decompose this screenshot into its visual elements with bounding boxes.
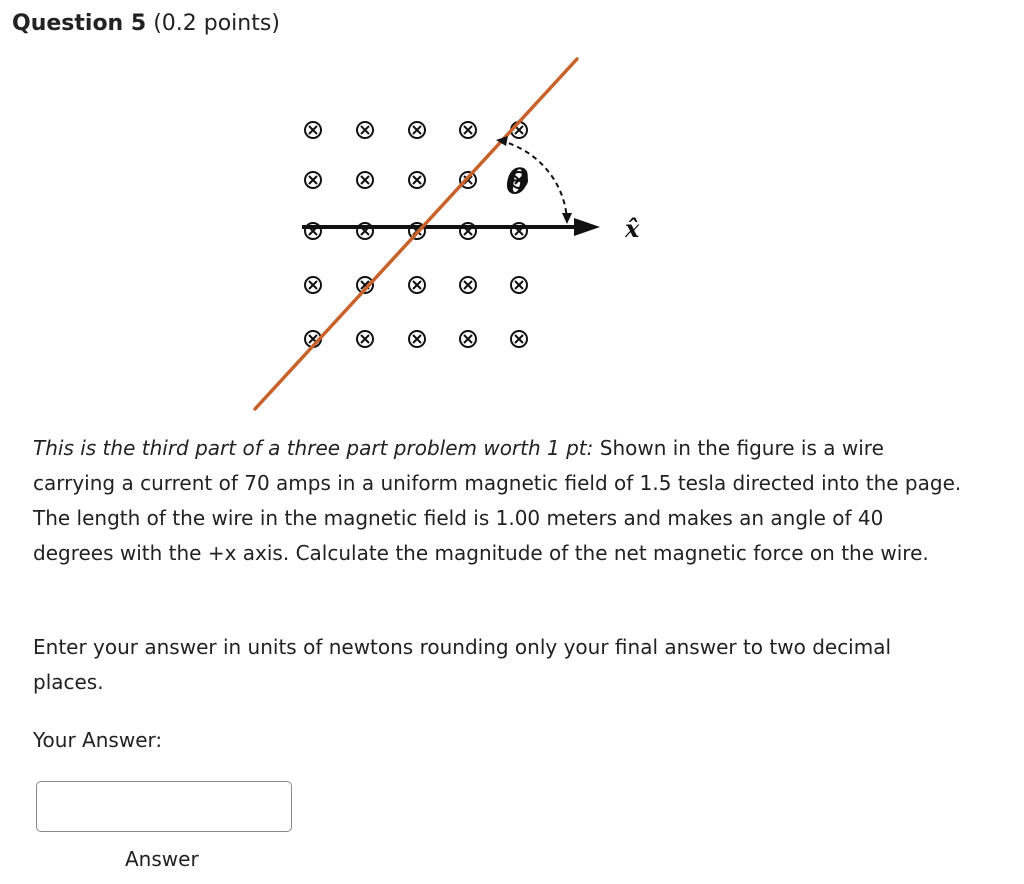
problem-statement [33,431,963,571]
question-title: Question 5 [12,11,147,36]
current-carrying-wire [255,59,577,409]
field-into-page-icon [305,277,321,293]
x-hat-label: x̂ [625,214,640,243]
field-into-page-icon [460,122,476,138]
field-into-page-icon [460,331,476,347]
question-points: (0.2 points) [153,11,280,36]
field-into-page-icon [409,172,425,188]
question-header [12,8,280,40]
answer-input[interactable] [36,781,292,832]
your-answer-label: Your Answer: [33,728,163,752]
field-into-page-icon [511,277,527,293]
angle-arc-head-bottom [562,213,572,224]
field-into-page-icon [357,122,373,138]
field-into-page-icon [305,172,321,188]
figure-svg [240,50,660,420]
field-into-page-icon [409,331,425,347]
answer-caption: Answer [125,847,199,871]
magnetic-field-figure [240,50,660,420]
problem-intro: This is the third part of a three part problem worth 1 pt: [33,436,594,460]
problem-body: Shown in the figure is a wire carrying a current of 70 amps in a uniform magnetic field of 1.5 tesla directed into the page. The length of the wire in the magnetic field is 1.00 meters and makes an angle of 40 degrees with the +x axis. Calculate the magnitude of the net magnetic force on the wire. [33,436,962,565]
x-axis-arrowhead [574,218,600,236]
field-into-page-icon [460,277,476,293]
field-into-page-icon [357,331,373,347]
answer-instruction: Enter your answer in units of newtons rounding only your final answer to two decimal places. [33,635,892,694]
field-into-page-icon [305,122,321,138]
field-into-page-icon [409,122,425,138]
field-into-page-icon [357,172,373,188]
field-into-page-icon [511,331,527,347]
field-into-page-icon [409,277,425,293]
angle-theta-label: θ [506,162,529,202]
